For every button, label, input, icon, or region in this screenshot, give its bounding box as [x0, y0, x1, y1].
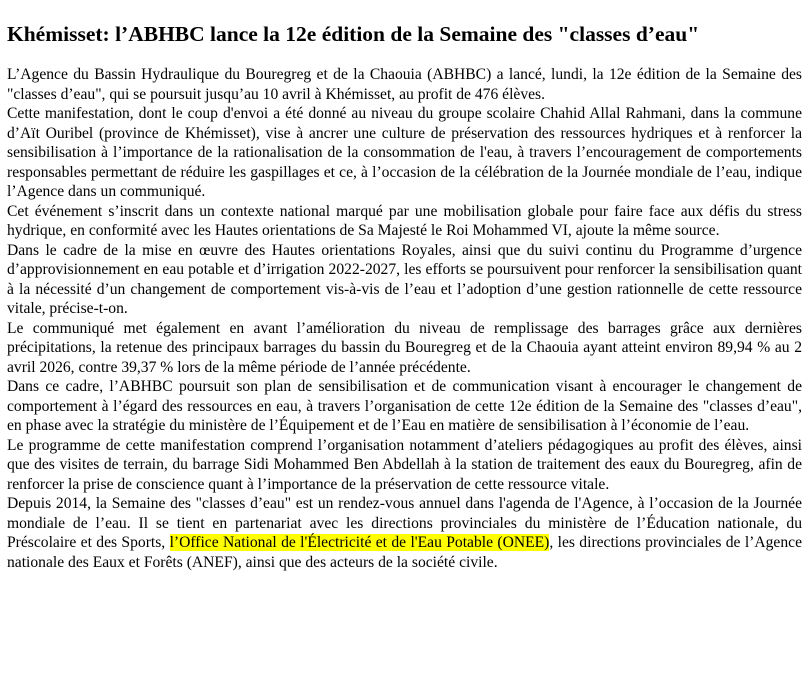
- paragraph-8-text-before: Depuis 2014, la Semaine des "classes d’eau" est un rendez-vous annuel dans l'agenda de l'Agence, à l’occasion de la Journée mondiale de l’eau. Il se tient en partenariat avec les directions provinciales du ministère de l’Éducation nationale, du Préscolaire et des Sports,: [7, 495, 802, 551]
- paragraph-6: Dans ce cadre, l’ABHBC poursuit son plan de sensibilisation et de communication visant à encourager le changement de comportement à l’égard des ressources en eau, à travers l’organisation de cette 12e édition de la Semaine des "classes d’eau", en phase avec la stratégie du ministère de l’Équipement et de l’Eau en matière de sensibilisation à l’économie de l’eau.: [7, 378, 802, 434]
- paragraph-1: L’Agence du Bassin Hydraulique du Bouregreg et de la Chaouia (ABHBC) a lancé, lundi, la 12e édition de la Semaine des "classes d’eau", qui se poursuit jusqu’au 10 avril à Khémisset, au profit de 476 élèves.: [7, 66, 802, 103]
- paragraph-8-text-after: , les directions provinciales de l’Agence nationale des Eaux et Forêts (ANEF), ainsi que des acteurs de la société civile.: [7, 534, 802, 571]
- article-title: Khémisset: l’ABHBC lance la 12e édition de la Semaine des "classes d’eau": [7, 22, 700, 46]
- paragraph-7: Le programme de cette manifestation comprend l’organisation notamment d’ateliers pédagogiques au profit des élèves, ainsi que des visites de terrain, du barrage Sidi Mohammed Ben Abdellah à la station de traitement des eaux du Bouregreg, afin de renforcer la prise de conscience quant à l’importance de la préservation de cette ressource vitale.: [7, 436, 802, 493]
- article: [7, 0, 802, 572]
- highlighted-text: l’Office National de l'Électricité et de l'Eau Potable (ONEE): [169, 534, 550, 551]
- paragraph-3: Cet événement s’inscrit dans un contexte national marqué par une mobilisation globale pour faire face aux défis du stress hydrique, en conformité avec les Hautes orientations de Sa Majesté le Roi Mohammed VI, ajoute la même source.: [7, 202, 802, 239]
- paragraph-2: Cette manifestation, dont le coup d'envoi a été donné au niveau du groupe scolaire Chahid Allal Rahmani, dans la commune d’Aït Ouribel (province de Khémisset), vise à ancrer une culture de préservation des ressources hydriques et à renforcer la sensibilisation à l’importance de la rationalisation de la consommation de l'eau, à travers l’encouragement de comportements responsables permettant de réduire les gaspillages et ce, à l’occasion de la célébration de la Journée mondiale de l’eau, indique l’Agence dans un communiqué.: [7, 105, 802, 200]
- article-body: [7, 65, 802, 572]
- paragraph-5: Le communiqué met également en avant l’amélioration du niveau de remplissage des barrages grâce aux dernières précipitations, la retenue des principaux barrages du bassin du Bouregreg et de la Chaouia ayant atteint environ 89,94 % au 2 avril 2026, contre 39,37 % lors de la même période de l’année précédente.: [7, 319, 802, 376]
- paragraph-8: [7, 494, 802, 572]
- paragraph-4: Dans le cadre de la mise en œuvre des Hautes orientations Royales, ainsi que du suivi continu du Programme d’urgence d’approvisionnement en eau potable et d’irrigation 2022-2027, les efforts se poursuivent pour renforcer la sensibilisation quant à la nécessité d’un changement de comportement vis-à-vis de l’eau et l’adoption d’une gestion rationnelle de cette ressource vitale, précise-t-on.: [7, 241, 802, 317]
